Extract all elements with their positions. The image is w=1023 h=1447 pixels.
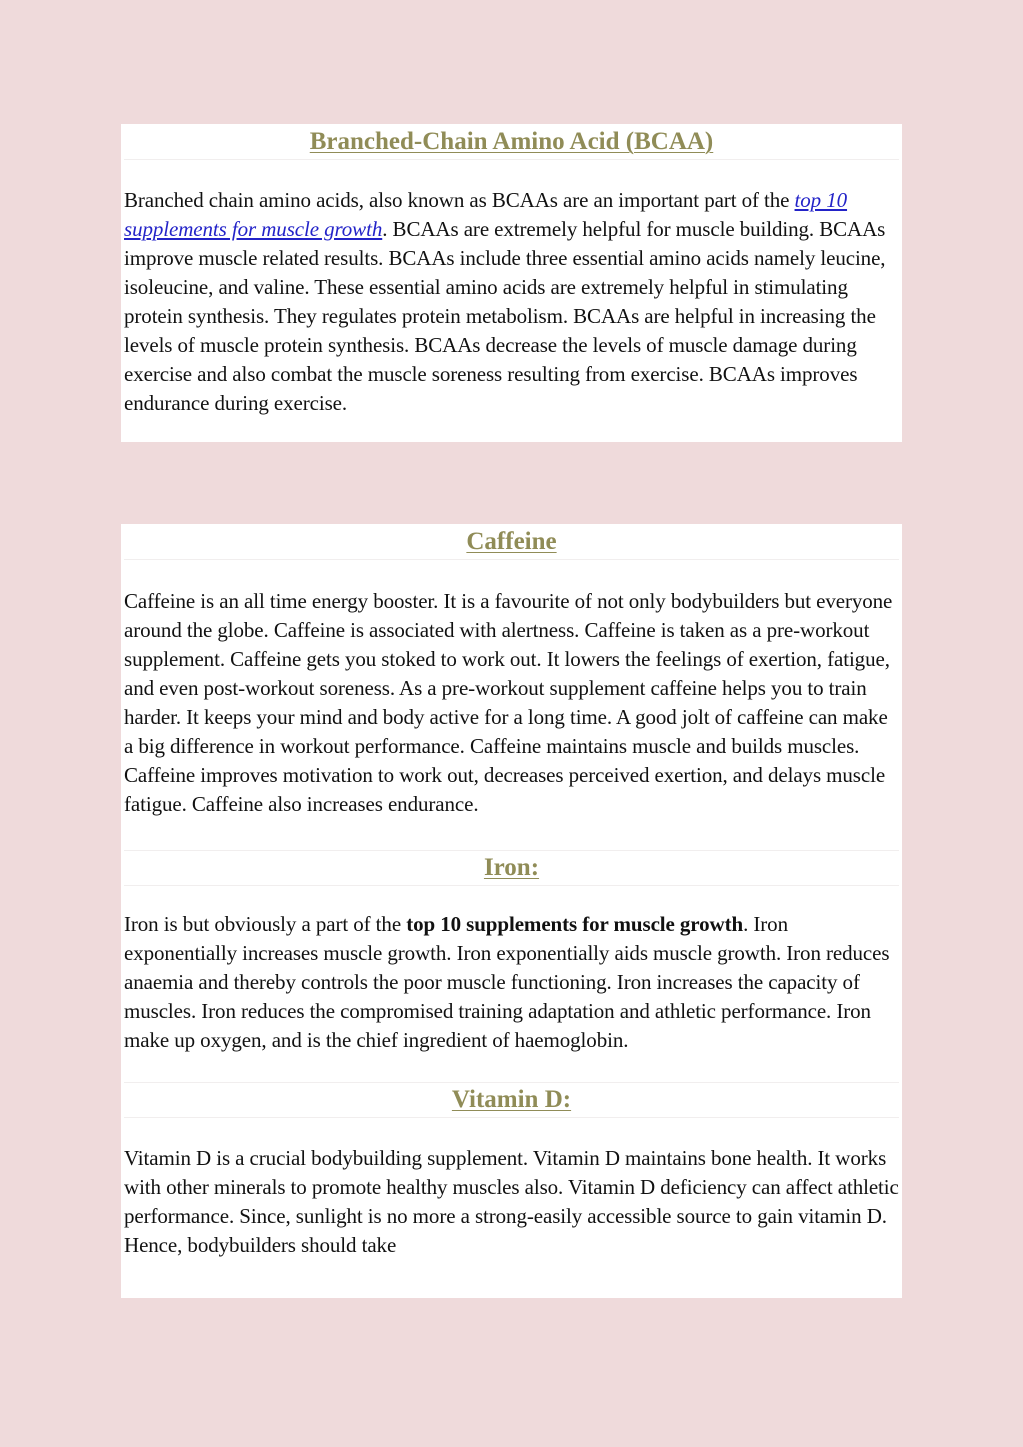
supplements-section <box>121 524 902 1298</box>
bcaa-heading: Branched-Chain Amino Acid (BCAA) <box>309 128 714 155</box>
divider <box>124 159 899 160</box>
caffeine-paragraph: Caffeine is an all time energy booster. It is a favourite of not only bodybuilders but everyone around the globe. Caffeine is associated with alertness. Caffeine is taken as a pre-workout supplement. Caffeine gets you stoked to work out. It lowers the feelings of exertion, fatigue, and even post-workout soreness. As a pre-workout supplement caffeine helps you to train harder. It keeps your mind and body active for a long time. A good jolt of caffeine can make a big difference in workout performance. Caffeine maintains muscle and builds muscles. Caffeine improves motivation to work out, decreases perceived exertion, and delays muscle fatigue. Caffeine also increases endurance. <box>124 589 893 816</box>
iron-paragraph <box>124 910 899 1055</box>
divider <box>124 1117 899 1118</box>
bcaa-section <box>121 124 902 442</box>
bcaa-intro-text: Branched chain amino acids, also known as BCAAs are an important part of the <box>124 188 795 212</box>
iron-heading: Iron: <box>483 854 540 881</box>
iron-bold-text: top 10 supplements for muscle growth <box>406 912 744 936</box>
supplements-link[interactable]: top 10 supplements for muscle growth <box>124 188 848 241</box>
vitamin-d-heading: Vitamin D: <box>451 1086 572 1113</box>
iron-rest-text: . Iron exponentially increases muscle growth. Iron exponentially aids muscle growth. Iron reduces anaemia and thereby controls the poor muscle functioning. Iron increases the capacity of muscles. Iron reduces the compromised training adaptation and athletic performance. Iron make up oxygen, and is the chief ingredient of haemoglobin. <box>124 912 890 1052</box>
iron-intro-text: Iron is but obviously a part of the <box>124 912 407 936</box>
bcaa-rest-text: . BCAAs are extremely helpful for muscle building. BCAAs improve muscle related results. BCAAs include three essential amino acids namely leucine, isoleucine, and valine. These essential amino acids are extremely helpful in stimulating protein synthesis. They regulates protein metabolism. BCAAs are helpful in increasing the levels of muscle protein synthesis. BCAAs decrease the levels of muscle damage during exercise and also combat the muscle soreness resulting from exercise. BCAAs improves endurance during exercise. <box>124 217 886 415</box>
divider <box>124 885 899 886</box>
caffeine-heading: Caffeine <box>466 528 557 555</box>
vitamin-d-paragraph: Vitamin D is a crucial bodybuilding supplement. Vitamin D maintains bone health. It works with other minerals to promote healthy muscles also. Vitamin D deficiency can affect athletic performance. Since, sunlight is no more a strong-easily accessible source to gain vitamin D. Hence, bodybuilders should take <box>124 1146 899 1257</box>
divider <box>124 559 899 560</box>
bcaa-paragraph <box>124 186 899 418</box>
